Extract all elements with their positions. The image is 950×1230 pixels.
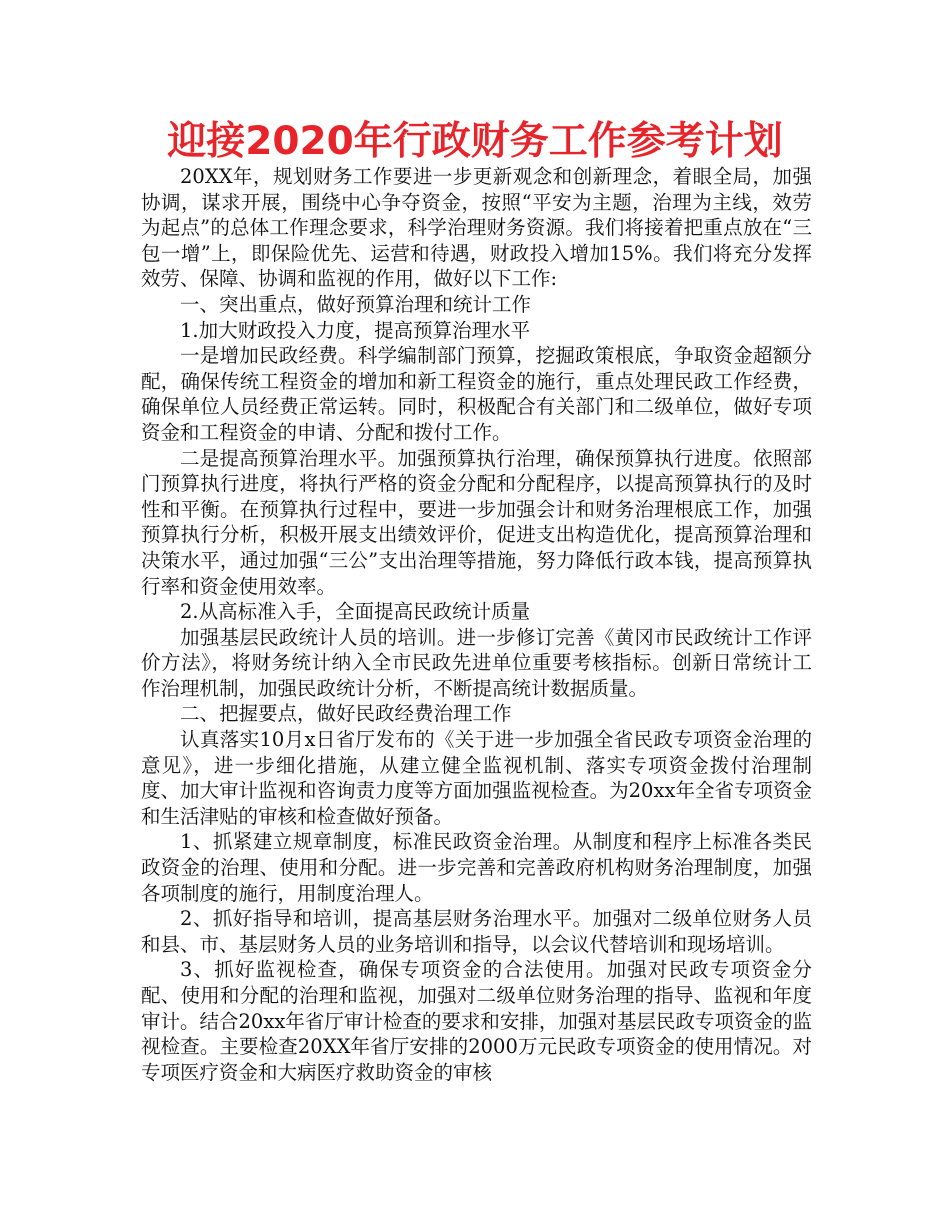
paragraph: 3、抓好监视检查，确保专项资金的合法使用。加强对民政专项资金分配、使用和分配的治理和监视，加强对二级单位财务治理的指导、监视和年度审计。结合20xx年省厅审计检查的要求和安排，加强对基层民政专项资金的监视检查。主要检查20XX年省厅安排的2000万元民政专项资金的使用情况。对专项医疗资金和大病医疗救助资金的审核 [141, 958, 812, 1084]
paragraph: 1、抓紧建立规章制度，标准民政资金治理。从制度和程序上标准各类民政资金的治理、使用和分配。进一步完善和完善政府机构财务治理制度，加强各项制度的施行，用制度治理人。 [141, 830, 812, 905]
paragraph: 二是提高预算治理水平。加强预算执行治理，确保预算执行进度。依照部门预算执行进度，将执行严格的资金分配和分配程序，以提高预算执行的及时性和平衡。在预算执行过程中，要进一步加强会计和财务治理根底工作，加强预算执行分析，积极开展支出绩效评价，促进支出构造优化，提高预算治理和决策水平，通过加强“三公”支出治理等措施，努力降低行政本钱，提高预算执行率和资金使用效率。 [141, 446, 812, 598]
section-heading-1: 一、突出重点，做好预算治理和统计工作 [180, 292, 532, 316]
paragraph: 2、抓好指导和培训，提高基层财务治理水平。加强对二级单位财务人员和县、市、基层财务人员的业务培训和指导，以会议代替培训和现场培训。 [141, 907, 812, 956]
section-heading-2: 二、把握要点，做好民政经费治理工作 [180, 702, 512, 726]
paragraph: 认真落实10月x日省厅发布的《关于进一步加强全省民政专项资金治理的意见》，进一步细化措施，从建立健全监视机制、落实专项资金拨付治理制度、加大审计监视和咨询责力度等方面加强监视检查。为20xx年全省专项资金和生活津贴的审核和检查做好预备。 [141, 728, 812, 828]
paragraph: 加强基层民政统计人员的培训。进一步修订完善《黄冈市民政统计工作评价方法》，将财务统计纳入全市民政先进单位重要考核指标。创新日常统计工作治理机制，加强民政统计分析，不断提高统计数据质量。 [141, 625, 812, 700]
paragraph-intro: 20XX年，规划财务工作要进一步更新观念和创新理念，着眼全局，加强协调，谋求开展，围绕中心争夺资金，按照“平安为主题，治理为主线，效劳为起点”的总体工作理念要求，科学治理财务资源。我们将接着把重点放在“三包一增”上，即保险优先、运营和待遇，财政投入增加15%。我们将充分发挥效劳、保障、协调和监视的作用，做好以下工作: [141, 165, 812, 291]
paragraph: 一是增加民政经费。科学编制部门预算，挖掘政策根底，争取资金超额分配，确保传统工程资金的增加和新工程资金的施行，重点处理民政工作经费，确保单位人员经费正常运转。同时，积极配合有关部门和二级单位，做好专项资金和工程资金的申请、分配和拨付工作。 [141, 344, 812, 444]
document-title: 迎接2020年行政财务工作参考计划 [167, 119, 783, 164]
subsection-heading-1-2: 2.从高标准入手，全面提高民政统计质量 [180, 600, 531, 624]
document-body [141, 164, 812, 1085]
subsection-heading-1-1: 1.加大财政投入力度，提高预算治理水平 [180, 318, 531, 342]
